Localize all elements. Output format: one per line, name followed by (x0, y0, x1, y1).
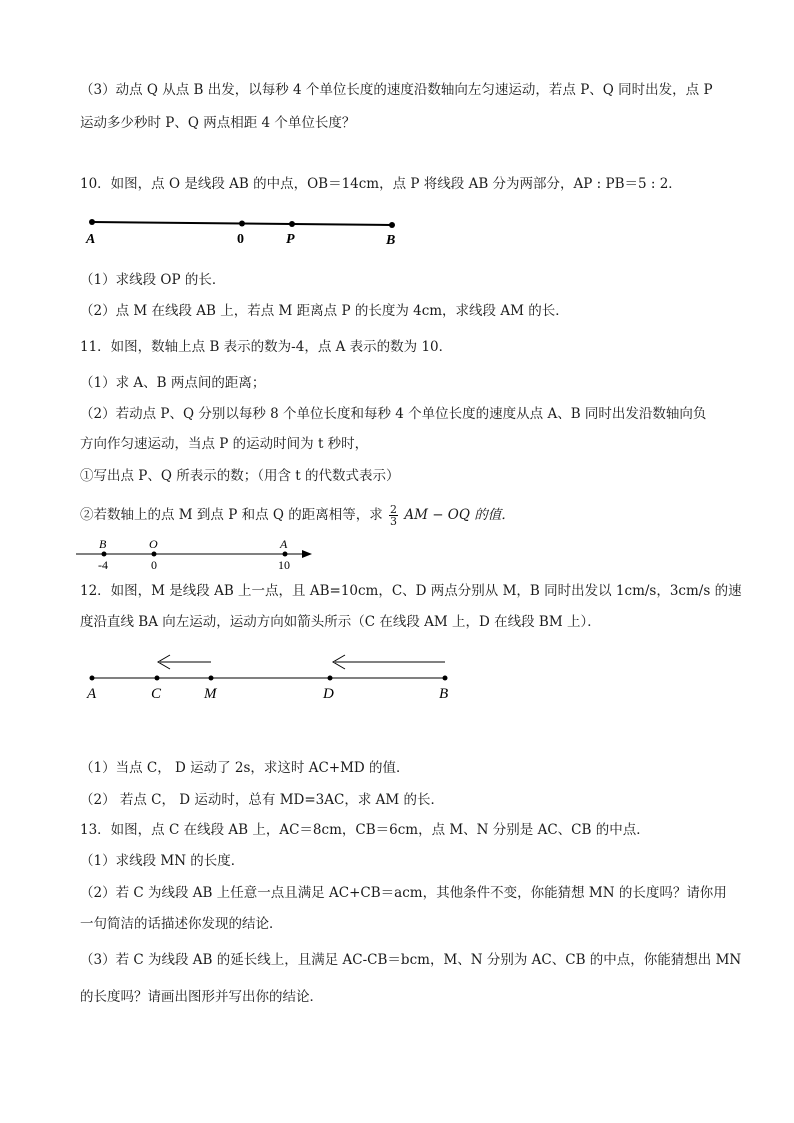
p12-point-M (209, 676, 214, 681)
p13-q3-line-2: 的长度吗？请画出图形并写出你的结论． (80, 989, 323, 1005)
p11-num-B: -4 (98, 558, 108, 572)
p12-label-B: B (439, 686, 449, 702)
p11-letter-A: A (280, 537, 288, 551)
p11-letter-B: B (99, 537, 107, 551)
p11-sub1: ①写出点 P、Q 所表示的数；（用含 t 的代数式表示） (80, 468, 400, 484)
p13-q2-line-2: 一句简洁的话描述你发现的结论． (80, 916, 283, 932)
p13-q2-line-1: （2）若 C 为线段 AB 上任意一点且满足 AC+CB＝acm，其他条件不变，你能猜想 MN 的长度吗？请你用 (80, 885, 727, 901)
p9-line-1: （3）动点 Q 从点 B 出发，以每秒 4 个单位长度的速度沿数轴向左匀速运动，若点 P、Q 同时出发，点 P (80, 82, 713, 98)
p11-number-line (76, 534, 326, 574)
p11-fraction (389, 504, 398, 527)
p11-num-O: 0 (151, 558, 157, 572)
p10-q2: （2）点 M 在线段 AB 上，若点 M 距离点 P 的长度为 4cm，求线段 AM 的长． (80, 303, 569, 319)
p13-q1: （1）求线段 MN 的长度． (80, 853, 245, 869)
p10-label-B: B (386, 233, 396, 248)
p11-point-O (152, 552, 157, 557)
p10-stem: 10．如图，点 O 是线段 AB 的中点，OB＝14cm，点 P 将线段 AB 分为两部分，AP : PB＝5 : 2． (80, 176, 682, 192)
p13-q3-line-1: （3）若 C 为线段 AB 的延长线上，且满足 AC-CB＝bcm，M、N 分别为 AC、CB 的中点，你能猜想出 MN (80, 952, 742, 968)
p13-stem: 13．如图，点 C 在线段 AB 上，AC＝8cm，CB＝6cm，点 M、N 分别是 AC、CB 的中点． (80, 822, 650, 838)
p12-point-C (155, 676, 160, 681)
p10-label-P: P (286, 232, 295, 247)
p11-point-B (102, 552, 107, 557)
p12-point-D (328, 676, 333, 681)
p10-point-A (89, 219, 95, 225)
p11-num-A: 10 (278, 558, 290, 572)
p10-figure (80, 210, 410, 252)
p12-point-B (443, 676, 448, 681)
p12-q1: （1）当点 C， D 运动了 2s，求这时 AC+MD 的值． (80, 760, 410, 776)
p12-label-D: D (323, 686, 334, 702)
p9-line-2: 运动多少秒时 P、Q 两点相距 4 个单位长度？ (80, 115, 356, 131)
p12-point-A (90, 676, 95, 681)
p10-label-O: 0 (237, 232, 244, 247)
p11-fraction-den: 3 (390, 515, 398, 528)
p12-line-2: 度沿直线 BA 向左运动，运动方向如箭头所示（C 在线段 AM 上，D 在线段 BM 上）． (80, 614, 601, 630)
p11-q2-line-1: （2）若动点 P、Q 分别以每秒 8 个单位长度和每秒 4 个单位长度的速度从点 A、B 同时出发沿数轴向负 (80, 406, 707, 422)
p11-q1: （1）求 A、B 两点间的距离； (80, 375, 266, 391)
p11-fraction-num: 2 (390, 503, 398, 516)
p12-q2: （2） 若点 C， D 运动时，总有 MD=3AC，求 AM 的长． (80, 792, 444, 808)
p12-label-C: C (151, 686, 162, 702)
p11-q2-line-2: 方向作匀速运动，当点 P 的运动时间为 t 秒时， (80, 436, 369, 452)
p10-label-A: A (86, 232, 96, 247)
p12-label-A: A (87, 686, 97, 702)
p10-point-P (289, 221, 295, 227)
p11-axis-arrow (302, 550, 312, 558)
p10-q1: （1）求线段 OP 的长． (80, 272, 226, 288)
p12-line-1: 12．如图，M 是线段 AB 上一点，且 AB=10cm，C、D 两点分别从 M，B 同时出发以 1cm/s，3cm/s 的速 (80, 583, 742, 599)
p11-stem: 11．如图，数轴上点 B 表示的数为-4，点 A 表示的数为 10． (80, 339, 453, 355)
p11-sub2-text: ②若数轴上的点 M 到点 P 和点 Q 的距离相等，求 (80, 507, 383, 523)
p11-sub2 (80, 504, 515, 527)
p11-letter-O: O (149, 537, 158, 551)
p11-sub2-expr: AM − OQ 的值． (404, 507, 515, 523)
p10-point-B (389, 222, 395, 228)
p12-label-M: M (204, 686, 217, 702)
p12-figure (80, 650, 460, 705)
p11-point-A (283, 552, 288, 557)
p10-point-O (239, 221, 245, 227)
